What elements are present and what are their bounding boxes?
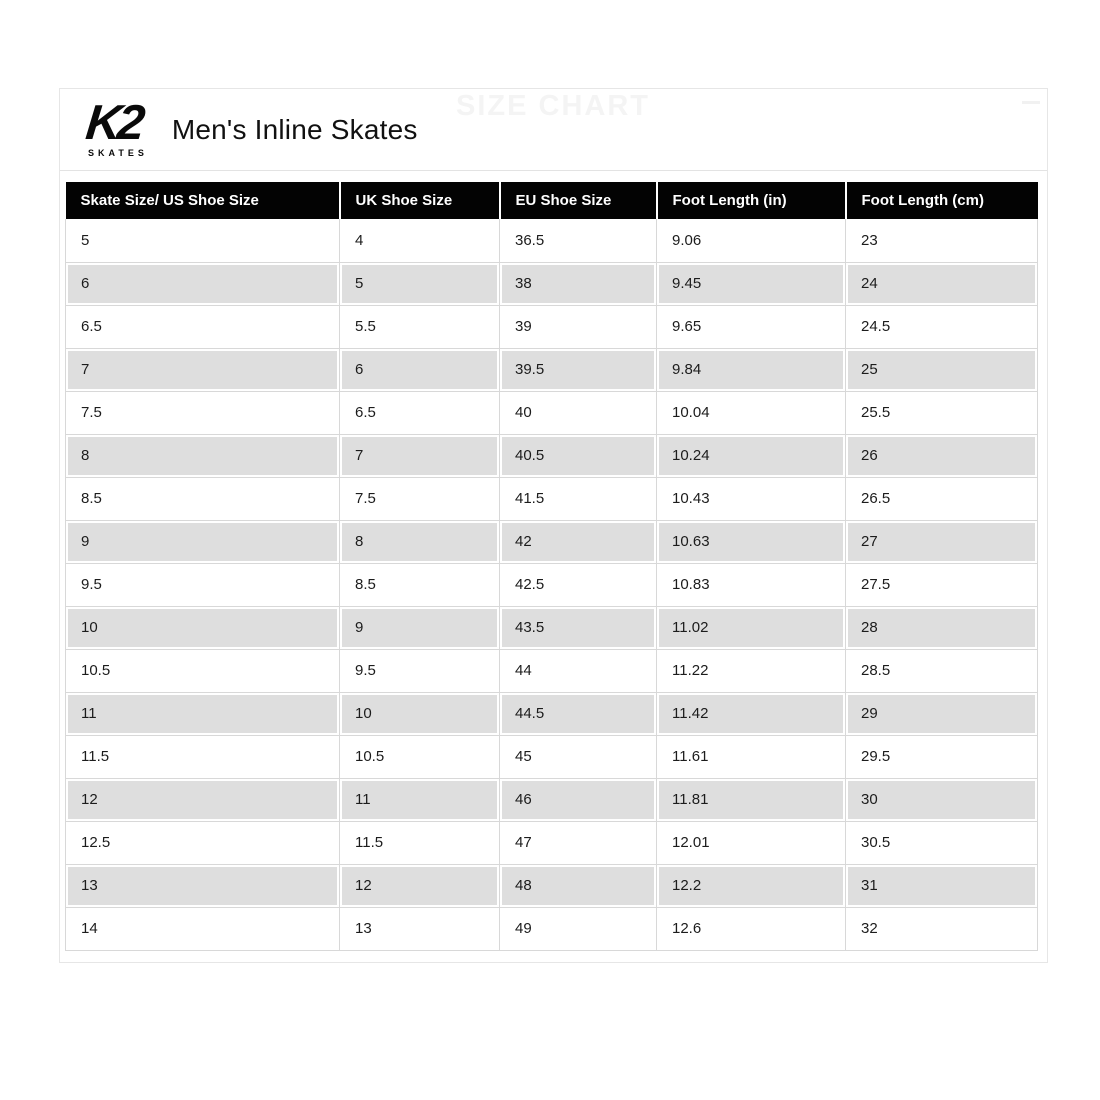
- table-row: [66, 606, 1038, 649]
- table-cell: 27.5: [846, 563, 1038, 606]
- table-cell: 10.24: [657, 434, 846, 477]
- table-cell: 11.81: [657, 778, 846, 821]
- column-header: UK Shoe Size: [340, 182, 500, 219]
- table-row: [66, 864, 1038, 907]
- table-row: [66, 563, 1038, 606]
- table-cell: 46: [500, 778, 657, 821]
- table-cell: 4: [340, 219, 500, 262]
- table-cell: 6.5: [340, 391, 500, 434]
- table-row: [66, 520, 1038, 563]
- table-cell: 9: [340, 606, 500, 649]
- table-row: [66, 262, 1038, 305]
- table-cell: 12.01: [657, 821, 846, 864]
- table-cell: 40: [500, 391, 657, 434]
- column-header: EU Shoe Size: [500, 182, 657, 219]
- table-cell: 11.61: [657, 735, 846, 778]
- table-cell: 10: [66, 606, 340, 649]
- size-table-container: [60, 171, 1047, 951]
- table-cell: 11.42: [657, 692, 846, 735]
- table-cell: 39: [500, 305, 657, 348]
- table-cell: 7: [340, 434, 500, 477]
- table-cell: 8.5: [340, 563, 500, 606]
- page-title: Men's Inline Skates: [171, 113, 418, 145]
- table-cell: 24.5: [846, 305, 1038, 348]
- table-row: [66, 348, 1038, 391]
- table-cell: 39.5: [500, 348, 657, 391]
- size-table-header-row: [66, 182, 1038, 219]
- table-cell: 25: [846, 348, 1038, 391]
- table-cell: 7: [66, 348, 340, 391]
- table-cell: 43.5: [500, 606, 657, 649]
- table-cell: 11.22: [657, 649, 846, 692]
- table-cell: 24: [846, 262, 1038, 305]
- k2-logo-text: K2: [83, 95, 144, 150]
- table-cell: 42: [500, 520, 657, 563]
- table-cell: 12.6: [657, 907, 846, 950]
- table-cell: 28.5: [846, 649, 1038, 692]
- table-row: [66, 778, 1038, 821]
- table-cell: 48: [500, 864, 657, 907]
- table-cell: 14: [66, 907, 340, 950]
- table-cell: 10.63: [657, 520, 846, 563]
- table-cell: 30.5: [846, 821, 1038, 864]
- table-cell: 9.06: [657, 219, 846, 262]
- table-cell: 32: [846, 907, 1038, 950]
- table-cell: 31: [846, 864, 1038, 907]
- table-cell: 9.5: [340, 649, 500, 692]
- table-cell: 8: [66, 434, 340, 477]
- column-header: Foot Length (cm): [846, 182, 1038, 219]
- table-row: [66, 219, 1038, 262]
- table-cell: 11.5: [66, 735, 340, 778]
- table-row: [66, 434, 1038, 477]
- table-row: [66, 391, 1038, 434]
- size-table-body: [66, 219, 1038, 950]
- size-chart-card: [59, 88, 1048, 963]
- table-cell: 13: [66, 864, 340, 907]
- table-cell: 40.5: [500, 434, 657, 477]
- k2-skates-logo: [83, 95, 148, 159]
- table-cell: 10.43: [657, 477, 846, 520]
- table-cell: 45: [500, 735, 657, 778]
- table-cell: 10.5: [66, 649, 340, 692]
- table-cell: 9.45: [657, 262, 846, 305]
- table-row: [66, 821, 1038, 864]
- table-row: [66, 907, 1038, 950]
- size-table: [65, 182, 1038, 951]
- table-cell: 5.5: [340, 305, 500, 348]
- table-cell: 38: [500, 262, 657, 305]
- table-cell: 5: [66, 219, 340, 262]
- table-cell: 5: [340, 262, 500, 305]
- table-cell: 9: [66, 520, 340, 563]
- table-cell: 9.5: [66, 563, 340, 606]
- table-cell: 11.5: [340, 821, 500, 864]
- table-cell: 6: [66, 262, 340, 305]
- table-cell: 10: [340, 692, 500, 735]
- table-cell: 41.5: [500, 477, 657, 520]
- table-cell: 26.5: [846, 477, 1038, 520]
- table-cell: 23: [846, 219, 1038, 262]
- table-cell: 29.5: [846, 735, 1038, 778]
- table-cell: 28: [846, 606, 1038, 649]
- table-cell: 25.5: [846, 391, 1038, 434]
- table-cell: 11.02: [657, 606, 846, 649]
- table-cell: 7.5: [340, 477, 500, 520]
- table-cell: 6: [340, 348, 500, 391]
- table-cell: 8.5: [66, 477, 340, 520]
- table-cell: 12.5: [66, 821, 340, 864]
- column-header: Skate Size/ US Shoe Size: [66, 182, 340, 219]
- table-cell: 10.04: [657, 391, 846, 434]
- table-row: [66, 305, 1038, 348]
- table-cell: 11: [340, 778, 500, 821]
- table-cell: 9.65: [657, 305, 846, 348]
- table-row: [66, 477, 1038, 520]
- table-cell: 12: [340, 864, 500, 907]
- table-cell: 6.5: [66, 305, 340, 348]
- table-cell: 42.5: [500, 563, 657, 606]
- table-cell: 44: [500, 649, 657, 692]
- table-cell: 10.83: [657, 563, 846, 606]
- size-chart-watermark: SIZE CHART: [456, 90, 650, 122]
- table-cell: 13: [340, 907, 500, 950]
- table-cell: 29: [846, 692, 1038, 735]
- table-cell: 30: [846, 778, 1038, 821]
- card-header: [60, 89, 1047, 171]
- table-cell: 49: [500, 907, 657, 950]
- table-row: [66, 735, 1038, 778]
- table-cell: 8: [340, 520, 500, 563]
- table-row: [66, 692, 1038, 735]
- column-header: Foot Length (in): [657, 182, 846, 219]
- table-row: [66, 649, 1038, 692]
- table-cell: 12.2: [657, 864, 846, 907]
- table-cell: 26: [846, 434, 1038, 477]
- table-cell: 9.84: [657, 348, 846, 391]
- table-cell: 7.5: [66, 391, 340, 434]
- table-cell: 36.5: [500, 219, 657, 262]
- table-cell: 11: [66, 692, 340, 735]
- table-cell: 27: [846, 520, 1038, 563]
- table-cell: 10.5: [340, 735, 500, 778]
- k2-logo-subtext: SKATES: [88, 148, 148, 159]
- table-cell: 47: [500, 821, 657, 864]
- table-cell: 12: [66, 778, 340, 821]
- table-cell: 44.5: [500, 692, 657, 735]
